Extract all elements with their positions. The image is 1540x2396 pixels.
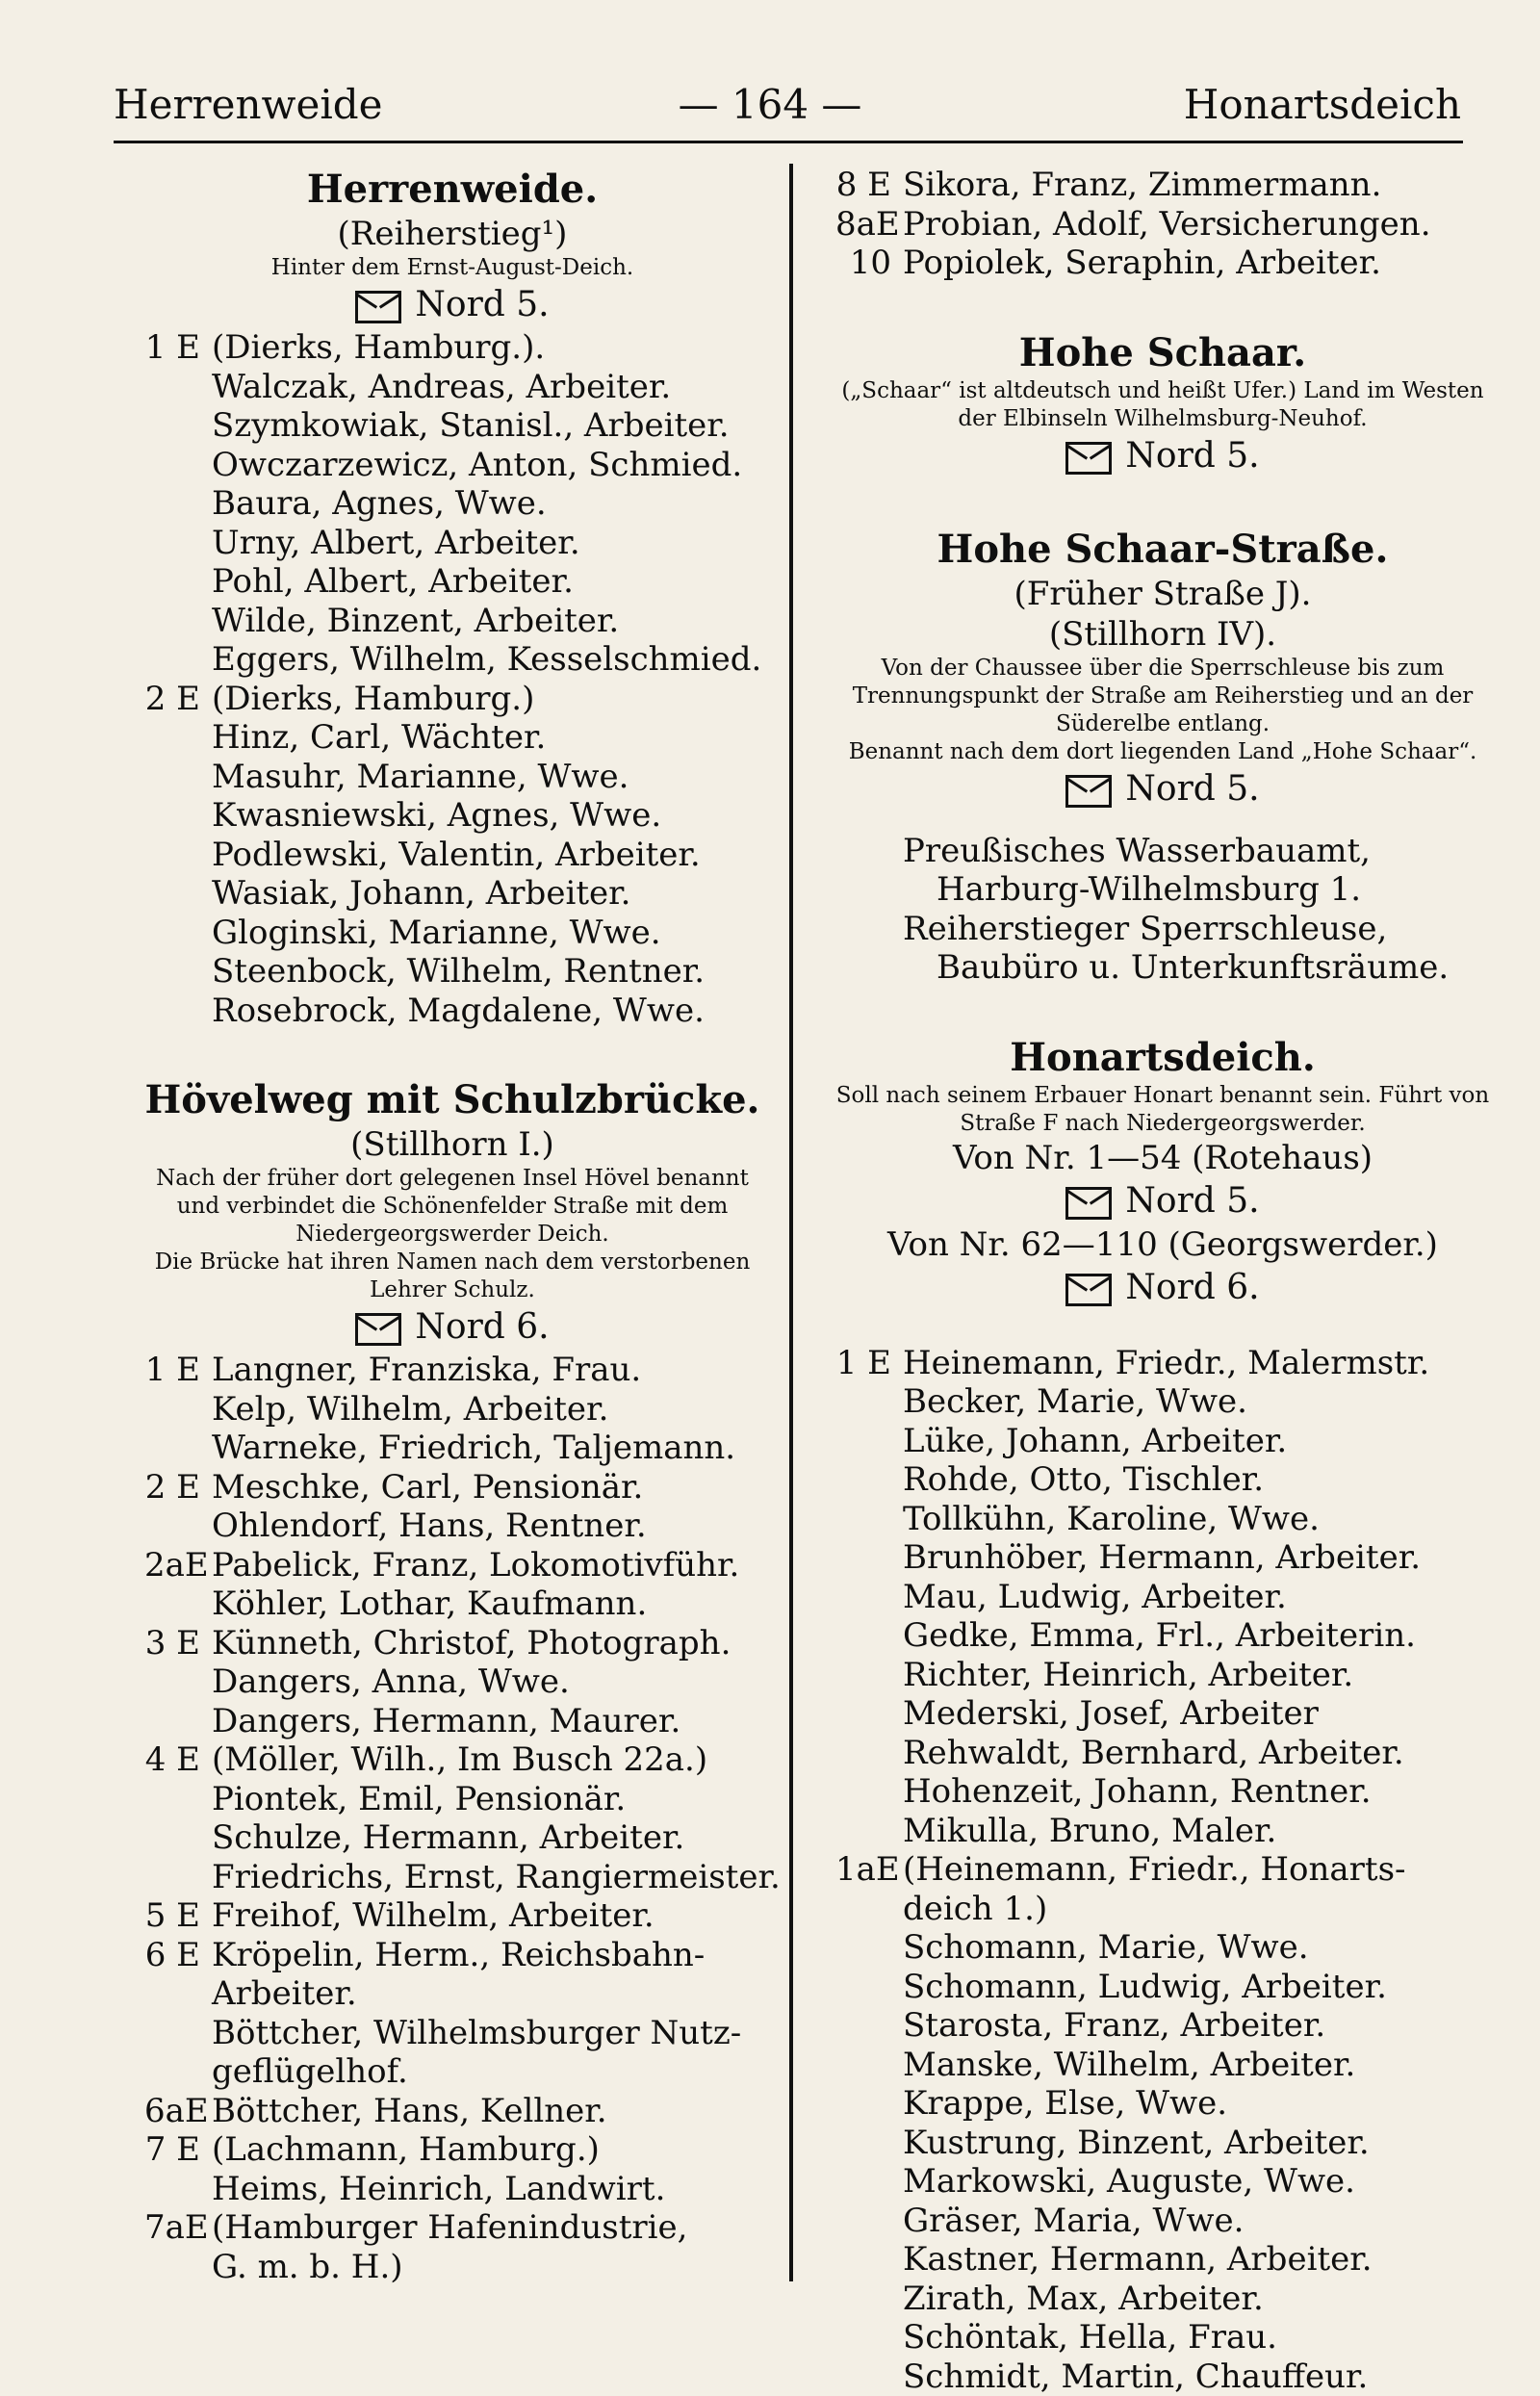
resident-text: Rohde, Otto, Tischler. [903, 1460, 1264, 1499]
list-item [144, 1780, 760, 1819]
list-item [835, 1422, 1490, 1461]
list-item [835, 2318, 1490, 2357]
resident-text: Kelp, Wilhelm, Arbeiter. [212, 1390, 608, 1429]
list-item [144, 640, 760, 680]
list-item [835, 2046, 1490, 2085]
resident-text: Künneth, Christof, Photograph. [212, 1624, 731, 1662]
resident-text: Masuhr, Marianne, Wwe. [212, 758, 629, 796]
resident-text: Arbeiter. [212, 1974, 357, 2013]
resident-text: Freihof, Wilhelm, Arbeiter. [212, 1896, 654, 1935]
postal-district [835, 766, 1490, 812]
postal-district [144, 282, 760, 328]
postal-district-label: Nord 6. [415, 1307, 549, 1347]
resident-text: Markowski, Auguste, Wwe. [903, 2162, 1355, 2201]
resident-text: Schöntak, Hella, Frau. [903, 2318, 1277, 2357]
resident-text: Kwasniewski, Agnes, Wwe. [212, 796, 661, 835]
list-item [835, 1850, 1490, 1890]
resident-text: (Dierks, Hamburg.) [212, 680, 534, 718]
page-number: — 164 — [0, 81, 1540, 129]
house-number: 1 E [144, 328, 200, 368]
list-item [144, 718, 760, 758]
resident-text: Wilde, Binzent, Arbeiter. [212, 602, 619, 640]
list-item [144, 1429, 760, 1468]
list-item [144, 1974, 760, 2014]
list-item [835, 1344, 1490, 1383]
postal-district-label: Nord 5. [1125, 1181, 1259, 1221]
resident-text: Harburg-Wilhelmsburg 1. [937, 870, 1361, 909]
list-item [144, 2130, 760, 2170]
postal-district-label: Nord 5. [1125, 436, 1259, 476]
resident-text: Mederski, Josef, Arbeiter [903, 1694, 1319, 1733]
list-item [835, 1928, 1490, 1968]
section-note: Von der Chaussee über die Sperrschleuse bis zum Trennungspunkt der Straße am Reiherstieg und an der Süderelbe entlang. [835, 655, 1490, 738]
list-item [144, 524, 760, 563]
postal-district-label: Nord 5. [1125, 769, 1259, 809]
house-number: 7 E [144, 2130, 200, 2170]
list-item [835, 1500, 1490, 1539]
list-item [144, 1507, 760, 1546]
resident-text: Eggers, Wilhelm, Kesselschmied. [212, 640, 761, 679]
house-number-range: Von Nr. 1—54 (Rotehaus) [835, 1138, 1490, 1178]
list-item [144, 1662, 760, 1702]
house-number: 5 E [144, 1896, 200, 1936]
envelope-icon [1065, 775, 1112, 808]
resident-text: Reiherstieger Sperrschleuse, [903, 910, 1387, 948]
section-subtitle: (Stillhorn I.) [144, 1124, 760, 1165]
list-item [835, 205, 1490, 245]
house-number: 1 E [835, 1344, 891, 1383]
list-item [835, 910, 1490, 949]
list-item [835, 1694, 1490, 1734]
list-item [144, 1818, 760, 1858]
entry-list-hohe-schaar-strasse [835, 832, 1490, 988]
section-title-honartsdeich: Honartsdeich. [835, 1034, 1490, 1082]
house-number: 4 E [144, 1740, 200, 1780]
list-item [144, 562, 760, 602]
resident-text: Heims, Heinrich, Landwirt. [212, 2170, 665, 2208]
list-item [835, 1656, 1490, 1695]
resident-text: (Dierks, Hamburg.). [212, 328, 545, 367]
postal-district [835, 1178, 1490, 1224]
section-title-hoevelweg: Hövelweg mit Schulzbrücke. [144, 1076, 760, 1124]
resident-text: Ohlendorf, Hans, Rentner. [212, 1507, 647, 1545]
list-item [144, 2014, 760, 2053]
resident-text: Mau, Ludwig, Arbeiter. [903, 1578, 1287, 1616]
house-number: 2 E [144, 680, 200, 719]
resident-text: Pohl, Albert, Arbeiter. [212, 562, 574, 601]
section-subtitle: (Früher Straße J). [835, 574, 1490, 614]
resident-text: Gloginski, Marianne, Wwe. [212, 914, 661, 952]
resident-text: Hinz, Carl, Wächter. [212, 718, 546, 757]
resident-text: Pabelick, Franz, Lokomotivführ. [212, 1546, 739, 1584]
resident-text: Manske, Wilhelm, Arbeiter. [903, 2046, 1355, 2084]
list-item [835, 2124, 1490, 2163]
resident-text: Sikora, Franz, Zimmermann. [903, 166, 1381, 204]
resident-text: Schmidt, Martin, Chauffeur. [903, 2357, 1368, 2396]
section-note: Hinter dem Ernst-August-Deich. [144, 254, 760, 282]
list-item [144, 1624, 760, 1663]
postal-district [144, 1304, 760, 1351]
house-number: 2 E [144, 1468, 200, 1507]
postal-district-label: Nord 6. [1125, 1268, 1259, 1307]
entry-list-hoevelweg [144, 1351, 760, 2286]
resident-text: Zirath, Max, Arbeiter. [903, 2280, 1264, 2318]
list-item [144, 914, 760, 953]
list-item [144, 2092, 760, 2131]
running-head-right: Honartsdeich [1184, 81, 1461, 129]
list-item [835, 1734, 1490, 1773]
resident-text: Baura, Agnes, Wwe. [212, 484, 547, 523]
list-item [144, 992, 760, 1031]
house-number: 10 [835, 244, 891, 283]
resident-text: Richter, Heinrich, Arbeiter. [903, 1656, 1353, 1694]
header-rule [114, 141, 1463, 143]
left-column [144, 166, 760, 2286]
list-item [835, 1772, 1490, 1812]
resident-text: Schomann, Marie, Wwe. [903, 1928, 1309, 1967]
resident-text: Steenbock, Wilhelm, Rentner. [212, 952, 705, 991]
resident-text: Schomann, Ludwig, Arbeiter. [903, 1968, 1387, 2006]
resident-text: Wasiak, Johann, Arbeiter. [212, 874, 630, 913]
envelope-icon [1065, 442, 1112, 475]
list-item [835, 2006, 1490, 2046]
list-item [144, 1936, 760, 1975]
list-item [144, 1546, 760, 1585]
list-item [835, 2162, 1490, 2202]
section-title-herrenweide: Herrenweide. [144, 166, 760, 214]
house-number: 1 E [144, 1351, 200, 1390]
house-number: 2aE [144, 1546, 200, 1585]
entry-list-honartsdeich [835, 1344, 1490, 2396]
postal-district [835, 433, 1490, 479]
resident-text: Piontek, Emil, Pensionär. [212, 1780, 626, 1818]
list-item [144, 796, 760, 836]
resident-text: Böttcher, Wilhelmsburger Nutz- [212, 2014, 741, 2052]
resident-text: Gedke, Emma, Frl., Arbeiterin. [903, 1616, 1416, 1655]
resident-text: deich 1.) [903, 1890, 1047, 1928]
list-item [144, 2170, 760, 2209]
list-item [144, 1740, 760, 1780]
list-item [144, 446, 760, 485]
resident-text: Dangers, Anna, Wwe. [212, 1662, 570, 1701]
resident-text: Urny, Albert, Arbeiter. [212, 524, 580, 562]
list-item [144, 1702, 760, 1741]
list-item [144, 680, 760, 719]
section-title-hohe-schaar-strasse: Hohe Schaar-Straße. [835, 526, 1490, 574]
resident-text: Probian, Adolf, Versicherungen. [903, 205, 1431, 244]
list-item [144, 1468, 760, 1507]
list-item [144, 484, 760, 524]
resident-text: Kröpelin, Herm., Reichsbahn- [212, 1936, 705, 1974]
list-item [144, 952, 760, 992]
list-item [835, 1968, 1490, 2007]
section-note: („Schaar“ ist altdeutsch und heißt Ufer.) Land im Westen der Elbinseln Wilhelmsburg-Neuhof. [835, 377, 1490, 433]
house-number: 6 E [144, 1936, 200, 1975]
resident-text: Köhler, Lothar, Kaufmann. [212, 1584, 647, 1623]
resident-text: (Hamburger Hafenindustrie, [212, 2208, 687, 2247]
resident-text: Warneke, Friedrich, Taljemann. [212, 1429, 735, 1467]
list-item [835, 2357, 1490, 2396]
resident-text: Dangers, Hermann, Maurer. [212, 1702, 680, 1740]
list-item [144, 602, 760, 641]
list-item [835, 2202, 1490, 2241]
right-column [835, 166, 1490, 2396]
resident-text: Szymkowiak, Stanisl., Arbeiter. [212, 406, 730, 445]
resident-text: Podlewski, Valentin, Arbeiter. [212, 836, 701, 874]
resident-text: Friedrichs, Ernst, Rangiermeister. [212, 1858, 781, 1896]
list-item [835, 1382, 1490, 1422]
list-item [144, 2248, 760, 2287]
resident-text: geflügelhof. [212, 2052, 408, 2091]
resident-text: Popiolek, Seraphin, Arbeiter. [903, 244, 1381, 282]
section-note: Nach der früher dort gelegenen Insel Hövel benannt und verbindet die Schönenfelder Straße mit dem Niedergeorgswerder Deich. [144, 1165, 760, 1249]
resident-text: Böttcher, Hans, Kellner. [212, 2092, 607, 2130]
house-number: 6aE [144, 2092, 200, 2131]
list-item [835, 2240, 1490, 2280]
resident-text: Owczarzewicz, Anton, Schmied. [212, 446, 742, 484]
house-number: 1aE [835, 1850, 891, 1890]
running-head-left: Herrenweide [114, 81, 383, 129]
list-item [835, 1460, 1490, 1500]
resident-text: Rehwaldt, Bernhard, Arbeiter. [903, 1734, 1404, 1772]
list-item [835, 1538, 1490, 1578]
list-item [835, 166, 1490, 205]
section-subtitle: (Stillhorn IV). [835, 614, 1490, 655]
list-item [144, 836, 760, 875]
list-item [835, 1616, 1490, 1656]
column-divider [789, 164, 793, 2281]
list-item [835, 2280, 1490, 2319]
list-item [835, 1578, 1490, 1617]
resident-text: Mikulla, Bruno, Maler. [903, 1812, 1276, 1850]
resident-text: Starosta, Franz, Arbeiter. [903, 2006, 1325, 2045]
envelope-icon [355, 291, 401, 323]
resident-text: Krappe, Else, Wwe. [903, 2084, 1227, 2123]
resident-text: Tollkühn, Karoline, Wwe. [903, 1500, 1320, 1538]
resident-text: (Heinemann, Friedr., Honarts- [903, 1850, 1406, 1889]
resident-text: Becker, Marie, Wwe. [903, 1382, 1247, 1421]
resident-text: Hohenzeit, Johann, Rentner. [903, 1772, 1372, 1811]
envelope-icon [1065, 1187, 1112, 1220]
postal-district [835, 1265, 1490, 1311]
section-subtitle: (Reiherstieg¹) [144, 214, 760, 254]
list-item [835, 1890, 1490, 1929]
resident-text: Kastner, Hermann, Arbeiter. [903, 2240, 1373, 2279]
list-item [144, 1858, 760, 1897]
list-item [144, 1351, 760, 1390]
resident-text: G. m. b. H.) [212, 2248, 403, 2286]
resident-text: (Lachmann, Hamburg.) [212, 2130, 600, 2169]
list-item [835, 948, 1490, 988]
list-item [835, 832, 1490, 871]
resident-text: Walczak, Andreas, Arbeiter. [212, 368, 671, 406]
list-item [144, 406, 760, 446]
list-item [144, 1584, 760, 1624]
resident-text: Brunhöber, Hermann, Arbeiter. [903, 1538, 1421, 1577]
list-item [144, 1390, 760, 1430]
resident-text: Baubüro u. Unterkunftsräume. [937, 948, 1449, 987]
house-number-range: Von Nr. 62—110 (Georgswerder.) [835, 1224, 1490, 1265]
section-note: Soll nach seinem Erbauer Honart benannt sein. Führt von Straße F nach Niedergeorgswerder. [835, 1082, 1490, 1138]
house-number: 8 E [835, 166, 891, 205]
house-number: 3 E [144, 1624, 200, 1663]
list-item [144, 874, 760, 914]
resident-text: Kustrung, Binzent, Arbeiter. [903, 2124, 1370, 2162]
list-item [835, 870, 1490, 910]
section-note: Benannt nach dem dort liegenden Land „Hohe Schaar“. [835, 738, 1490, 766]
list-item [144, 758, 760, 797]
list-item [144, 2052, 760, 2092]
resident-text: Preußisches Wasserbauamt, [903, 832, 1371, 870]
entry-list-continued [835, 166, 1490, 283]
list-item [144, 2208, 760, 2248]
postal-district-label: Nord 5. [415, 285, 549, 324]
resident-text: Rosebrock, Magdalene, Wwe. [212, 992, 705, 1030]
resident-text: Meschke, Carl, Pensionär. [212, 1468, 643, 1507]
resident-text: (Möller, Wilh., Im Busch 22a.) [212, 1740, 707, 1779]
list-item [835, 1812, 1490, 1851]
house-number: 7aE [144, 2208, 200, 2248]
resident-text: Lüke, Johann, Arbeiter. [903, 1422, 1287, 1460]
resident-text: Langner, Franziska, Frau. [212, 1351, 641, 1389]
list-item [835, 2084, 1490, 2124]
list-item [144, 368, 760, 407]
entry-list-herrenweide [144, 328, 760, 1030]
list-item [144, 1896, 760, 1936]
resident-text: Heinemann, Friedr., Malermstr. [903, 1344, 1429, 1382]
resident-text: Schulze, Hermann, Arbeiter. [212, 1818, 684, 1857]
house-number: 8aE [835, 205, 891, 245]
envelope-icon [1065, 1274, 1112, 1306]
list-item [835, 244, 1490, 283]
section-title-hohe-schaar: Hohe Schaar. [835, 329, 1490, 377]
list-item [144, 328, 760, 368]
section-note: Die Brücke hat ihren Namen nach dem verstorbenen Lehrer Schulz. [144, 1249, 760, 1304]
resident-text: Gräser, Maria, Wwe. [903, 2202, 1244, 2240]
envelope-icon [355, 1313, 401, 1346]
